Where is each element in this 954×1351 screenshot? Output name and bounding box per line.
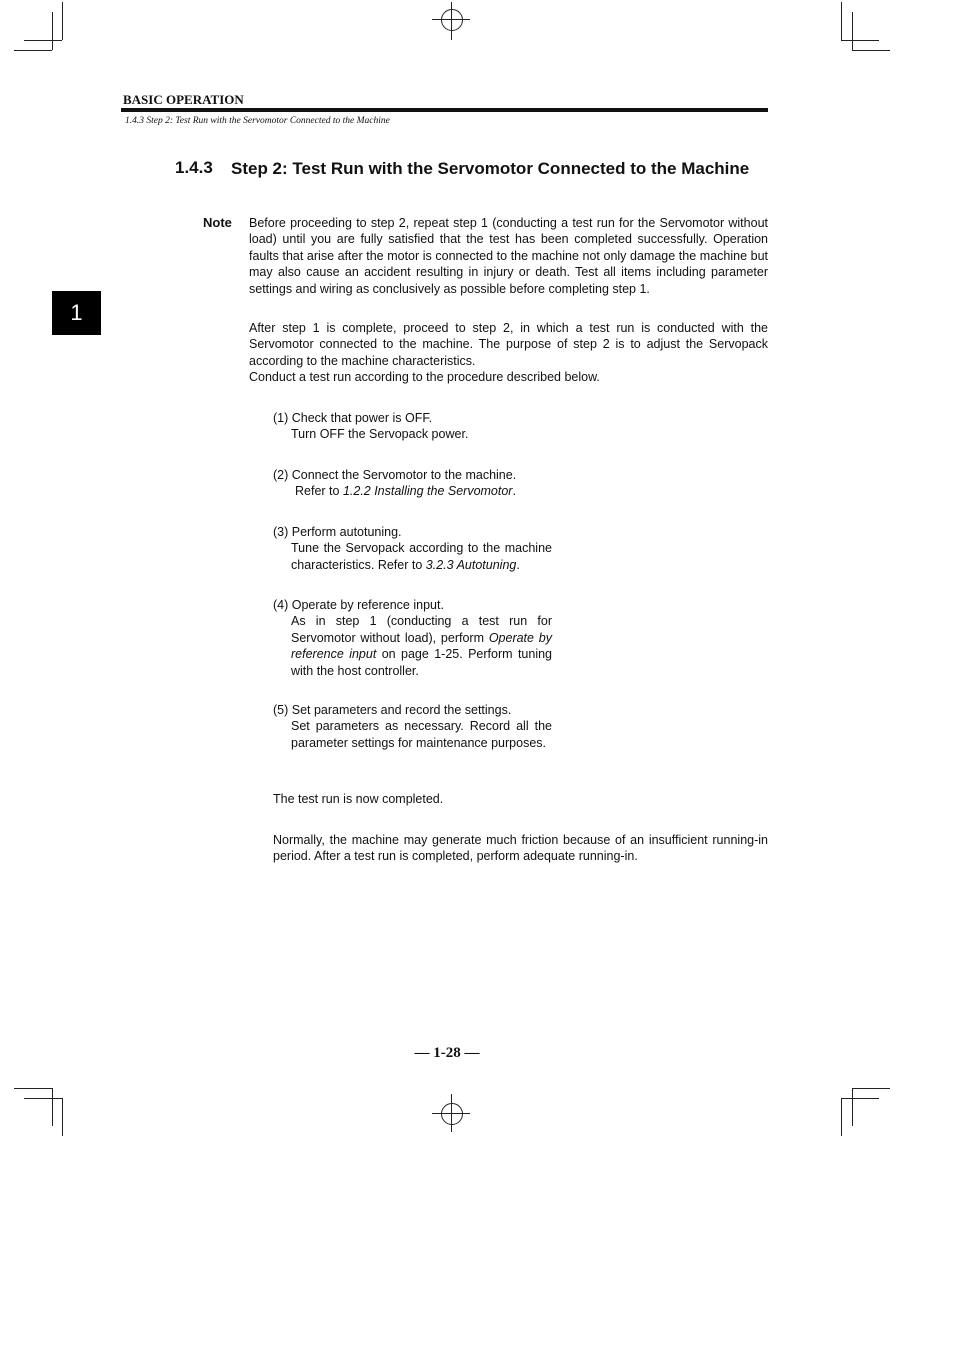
section-number: 1.4.3 (175, 158, 213, 177)
step-detail-text: Refer to (295, 484, 343, 499)
procedure-step-4 (273, 597, 552, 679)
registration-mark (451, 1094, 452, 1132)
crop-mark (52, 1088, 53, 1126)
crop-mark (841, 1098, 879, 1099)
step-detail-text: As in step 1 (conducting a test run for Servomotor without load), perform (291, 614, 552, 645)
step-heading: (4) Operate by reference input. (273, 598, 444, 612)
crop-mark (24, 40, 62, 41)
step-detail: Set parameters as necessary. Record all the parameter settings for maintenance purposes. (291, 719, 552, 750)
intro-text (249, 320, 768, 386)
step-detail-text: Tune the Servopack according to the machine characteristics. Refer to (291, 541, 552, 572)
procedure-step-2 (273, 467, 552, 500)
step-detail-text: on page 1-25. Perform tuning with the host controller. (291, 647, 552, 678)
intro-paragraph: After step 1 is complete, proceed to step 2, in which a test run is conducted with the Servomotor connected to the machine. The purpose of step 2 is to adjust the Servopack according to the machine characteristics. (249, 321, 768, 368)
step-heading: (3) Perform autotuning. (273, 525, 402, 539)
crop-mark (62, 1098, 63, 1136)
header-rule (121, 108, 768, 112)
note-text: Before proceeding to step 2, repeat step 1 (conducting a test run for the Servomotor without load) until you are fully satisfied that the test has been completed successfully. Operation faults that arise after the motor is connected to the machine not only damage the machine but may also cause an accident resulting in injury or death. Test all items including parameter settings and wiring as conclusively as possible before completing step 1. (249, 216, 768, 296)
registration-mark (441, 1103, 463, 1125)
crop-mark (52, 12, 53, 50)
crop-mark (841, 40, 879, 41)
crop-mark (852, 1088, 853, 1126)
crop-mark (852, 12, 853, 50)
registration-mark (441, 9, 463, 31)
running-in-text: Normally, the machine may generate much friction because of an insufficient running-in period. After a test run is completed, perform adequate running-in. (273, 833, 768, 864)
step-detail-text: . (516, 557, 520, 572)
step-heading: (5) Set parameters and record the settings. (273, 703, 512, 717)
step-detail-text: . (512, 484, 516, 499)
step-heading: (2) Connect the Servomotor to the machine. (273, 468, 517, 482)
procedure-step-1 (273, 410, 552, 443)
step-heading: (1) Check that power is OFF. (273, 411, 433, 425)
cross-reference: 1.2.2 Installing the Servomotor (342, 484, 513, 499)
procedure-step-5 (273, 702, 552, 751)
chapter-tab: 1 (52, 291, 101, 335)
step-detail (273, 613, 552, 679)
crop-mark (841, 2, 842, 40)
intro-paragraph: Conduct a test run according to the procedure described below. (249, 370, 600, 385)
crop-mark (841, 1098, 842, 1136)
crop-mark (24, 1098, 62, 1099)
crop-mark (14, 1088, 52, 1089)
cross-reference: Operate by reference input (291, 630, 552, 662)
registration-mark (451, 2, 452, 40)
running-header-subsection: 1.4.3 Step 2: Test Run with the Servomotor Connected to the Machine (125, 116, 390, 126)
crop-mark (852, 50, 890, 51)
step-detail (273, 483, 552, 499)
procedure-step-3 (273, 524, 552, 573)
crop-mark (852, 1088, 890, 1089)
crop-mark (14, 50, 52, 51)
step-detail: Turn OFF the Servopack power. (291, 427, 469, 442)
running-header-section: BASIC OPERATION (123, 92, 244, 107)
section-title: Step 2: Test Run with the Servomotor Connected to the Machine (231, 159, 750, 178)
page-number: — 1-28 — (414, 1045, 480, 1061)
note-label: Note (203, 215, 232, 230)
crop-mark (62, 2, 63, 40)
completion-text: The test run is now completed. (273, 792, 444, 806)
step-detail (273, 540, 552, 573)
cross-reference: 3.2.3 Autotuning (425, 557, 517, 572)
